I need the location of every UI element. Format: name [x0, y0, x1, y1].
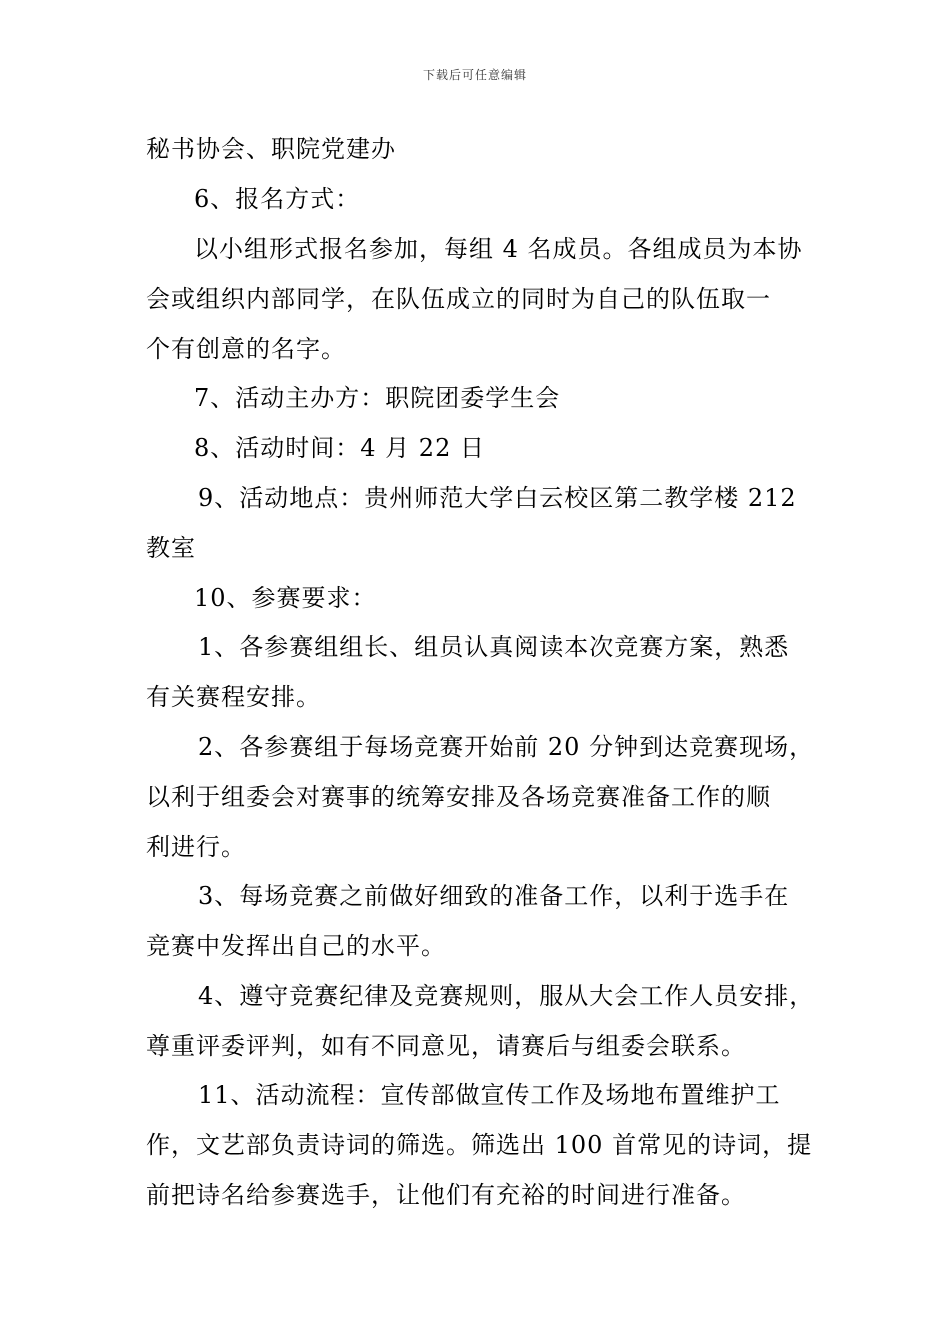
- text-line: 个有创意的名字。: [146, 335, 346, 363]
- section-heading: 6、报名方式：: [194, 185, 361, 213]
- text-line: 秘书协会、职院党建办: [146, 135, 396, 163]
- section-heading: 10、参赛要求：: [194, 584, 377, 612]
- list-item: 1、各参赛组组长、组员认真阅读本次竞赛方案，熟悉: [198, 633, 790, 661]
- text-line: 会或组织内部同学，在队伍成立的同时为自己的队伍取一: [146, 285, 771, 313]
- text-line: 以小组形式报名参加，每组 4 名成员。各组成员为本协: [194, 235, 803, 263]
- text-line: 利进行。: [146, 833, 246, 861]
- list-item: 3、每场竞赛之前做好细致的准备工作，以利于选手在: [198, 882, 790, 910]
- text-line: 教室: [146, 534, 196, 562]
- section-heading: 9、活动地点：贵州师范大学白云校区第二教学楼 212: [198, 484, 797, 512]
- text-line: 以利于组委会对赛事的统筹安排及各场竞赛准备工作的顺: [146, 783, 771, 811]
- text-line: 尊重评委评判，如有不同意见，请赛后与组委会联系。: [146, 1032, 746, 1060]
- text-line: 前把诗名给参赛选手，让他们有充裕的时间进行准备。: [146, 1181, 746, 1209]
- list-item: 2、各参赛组于每场竞赛开始前 20 分钟到达竞赛现场，: [198, 733, 815, 761]
- text-line: 有关赛程安排。: [146, 683, 321, 711]
- text-line: 作，文艺部负责诗词的筛选。筛选出 100 首常见的诗词，提: [146, 1131, 813, 1159]
- page-header: 下载后可任意编辑: [422, 68, 527, 82]
- text-line: 竞赛中发挥出自己的水平。: [146, 932, 446, 960]
- section-heading: 11、活动流程：宣传部做宣传工作及场地布置维护工: [198, 1081, 781, 1109]
- section-heading: 7、活动主办方：职院团委学生会: [194, 384, 561, 412]
- list-item: 4、遵守竞赛纪律及竞赛规则，服从大会工作人员安排，: [198, 982, 815, 1010]
- section-heading: 8、活动时间：4 月 22 日: [194, 434, 485, 462]
